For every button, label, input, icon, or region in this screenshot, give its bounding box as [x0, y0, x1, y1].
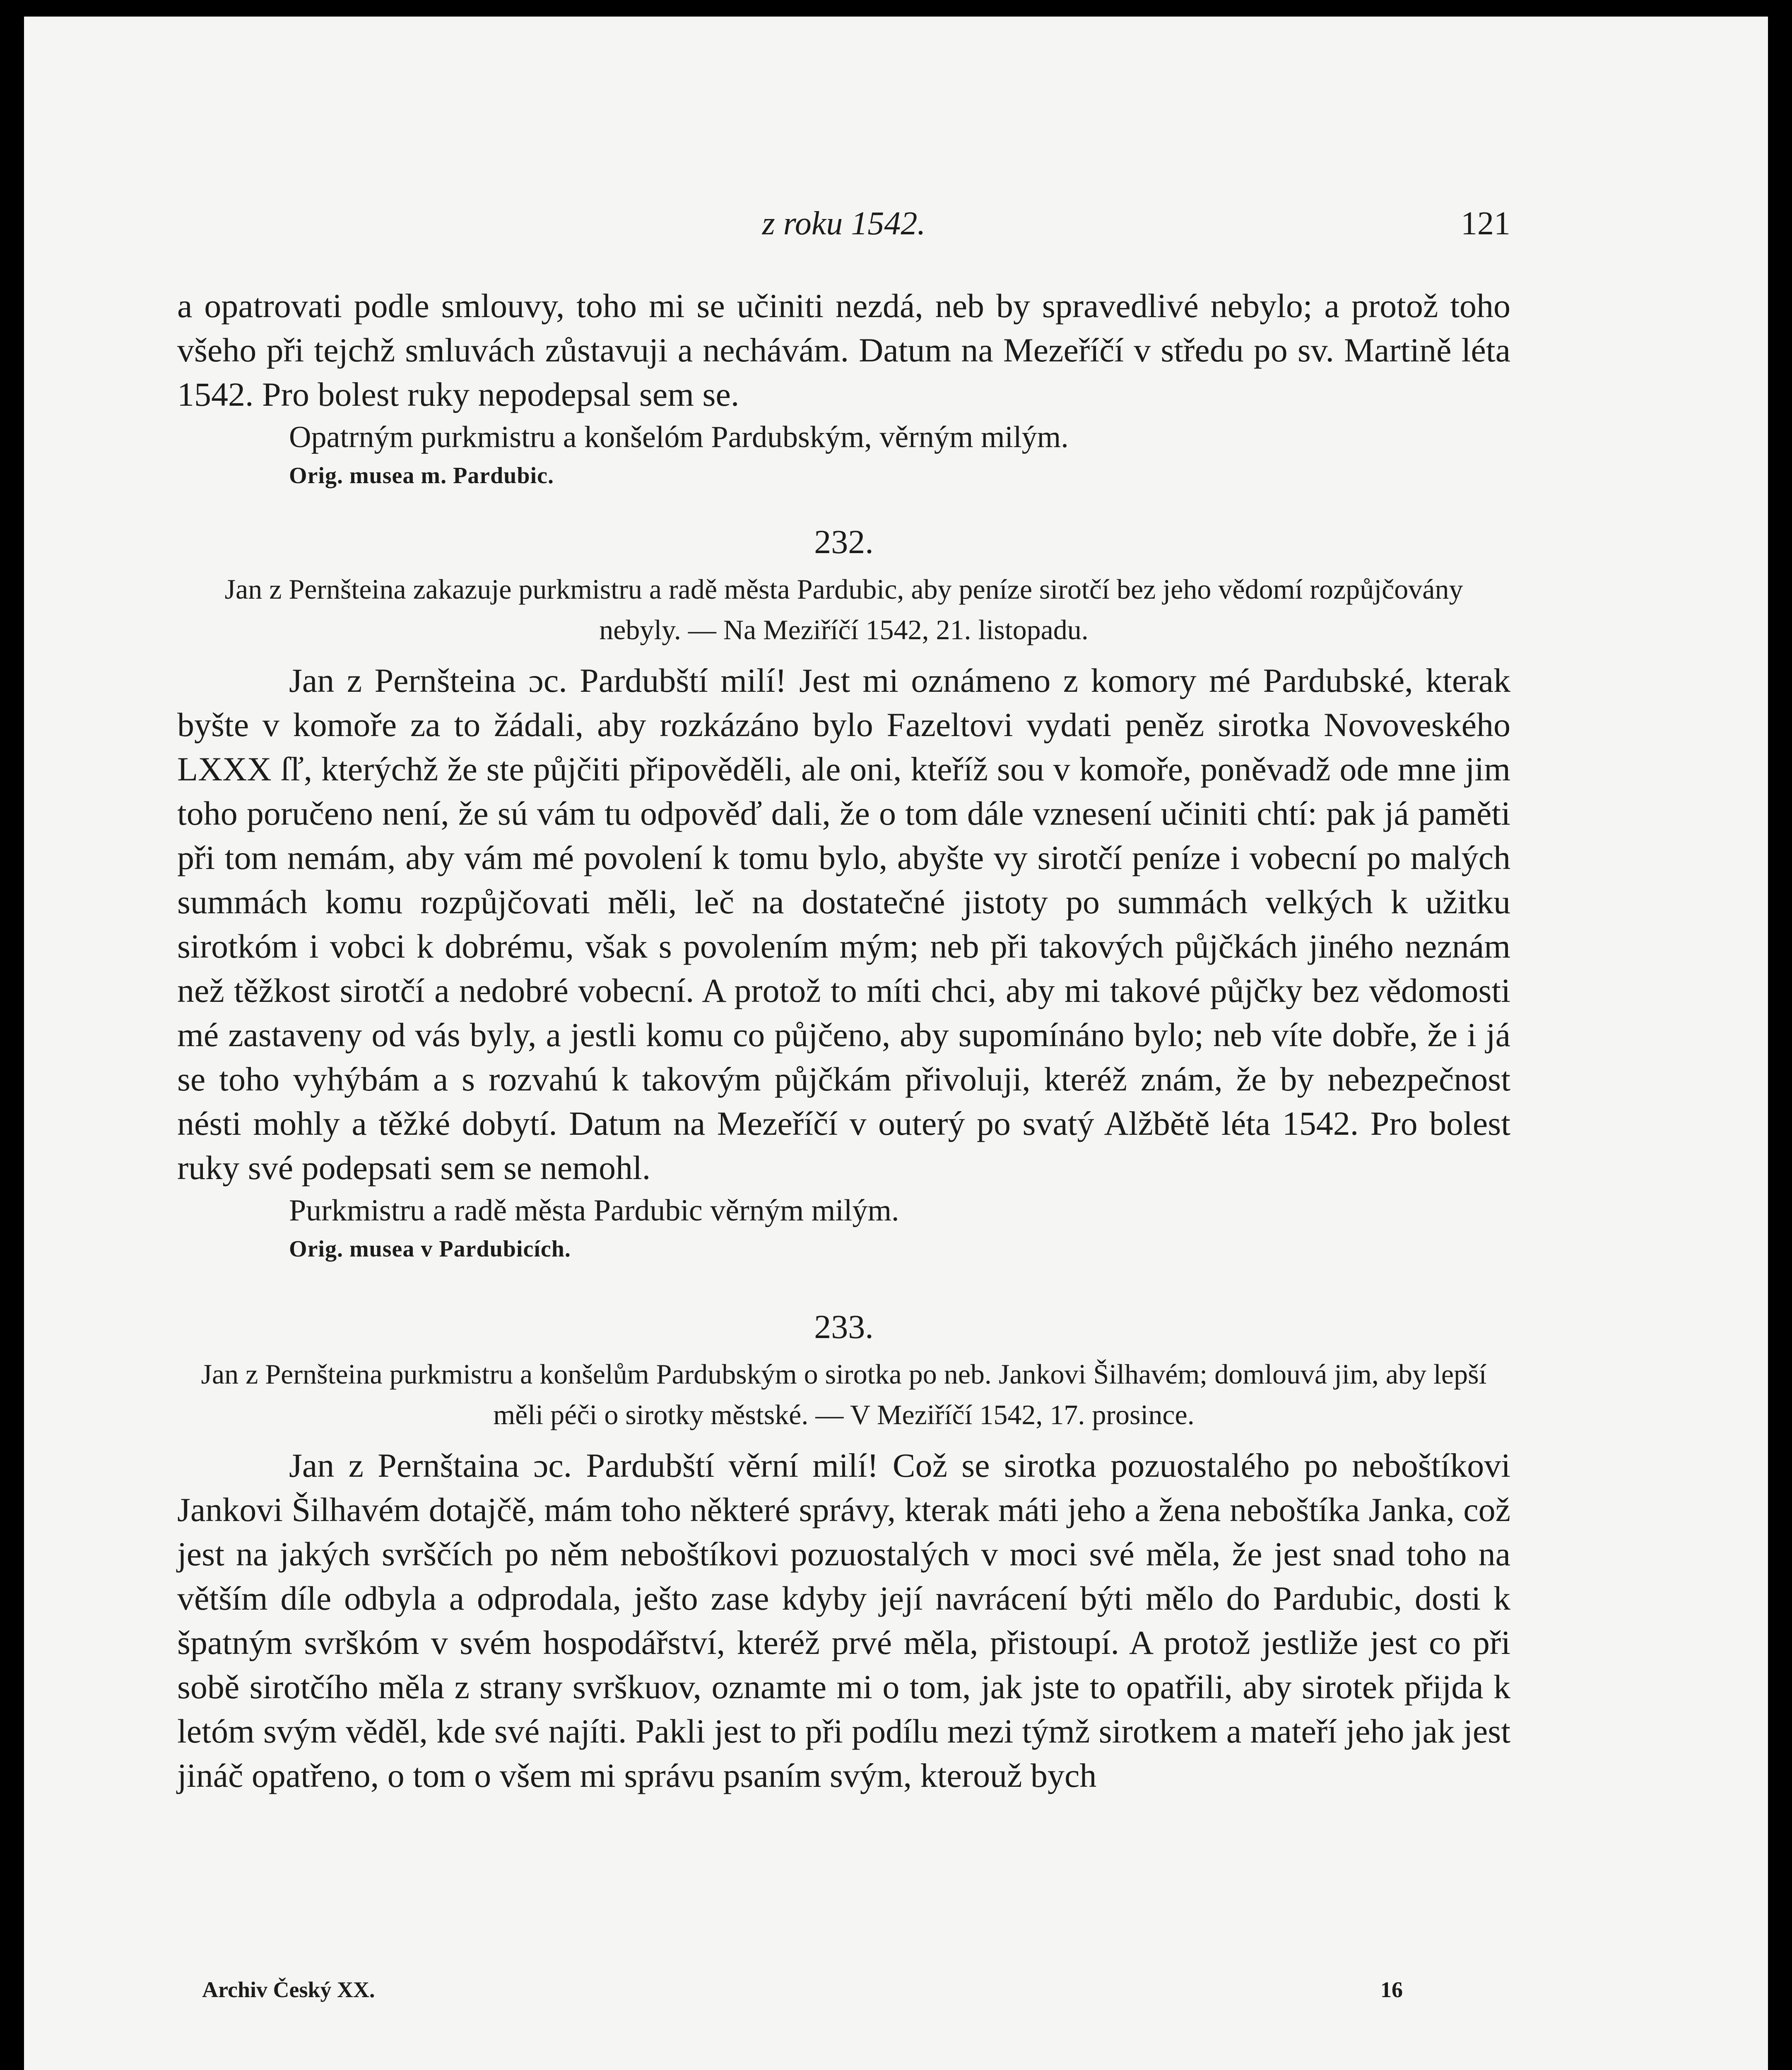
document-number-232: 232. — [814, 523, 874, 561]
continuation-text: a opatrovati podle smlouvy, toho mi se učiniti nezdá, neb by spravedlivé nebylo; a protož toho všeho při tejchž smluvách zůstavuji a nechávám. Datum na Mezeříčí v středu po sv. Martině léta 1542. Pro bolest ruky nepodepsal sem se. — [177, 287, 1510, 413]
document-source-232: Orig. musea v Pardubicích. — [289, 1236, 571, 1262]
document-regest-233: Jan z Pernšteina purkmistru a konšelům Pardubským o sirotka po neb. Jankovi Šilhavém; domlouvá jim, aby lepší měli péči o sirotky městské. — V Meziříčí 1542, 17. prosince. — [201, 1358, 1487, 1430]
running-title: z roku 1542. — [762, 205, 926, 242]
document-address-232: Purkmistru a radě města Pardubic věrným milým. — [289, 1194, 899, 1228]
document-text-233: Jan z Pernštaina ɔc. Pardubští věrní milí! Což se sirotka pozuostalého po neboštíkovi Jankovi Šilhavém dotajčě, mám toho některé správy, kterak máti jeho a žena neboštíka Janka, což jest na jakých svrščích po něm neboštíkovi pozuostalých v moci své měla, že jest snad toho na větším díle odbyla a odprodala, ješto zase kdyby její navrácení býti mělo do Pardubic, dosti k špatným svrškóm v svém hospodářství, kteréž prvé měla, přistoupí. A protož jestliže jest co při sobě sirotčího měla z strany svrškuov, oznamte mi o tom, jak jste to opatřili, aby sirotek přijda k letóm svým věděl, kde své najíti. Pakli jest to při podílu mezi týmž sirotkem a mateří jeho jak jest jináč opatřeno, o tom o všem mi správu psaním svým, kterouž bych — [177, 1447, 1510, 1794]
book-page — [24, 17, 1768, 2070]
continuation-address: Opatrným purkmistru a konšelóm Pardubským, věrným milým. — [289, 420, 1069, 454]
document-regest-232: Jan z Pernšteina zakazuje purkmistru a radě města Pardubic, aby peníze sirotčí bez jeho vědomí rozpůjčovány nebyly. — Na Meziříčí 1542, 21. listopadu. — [224, 573, 1463, 645]
page-number: 121 — [1461, 205, 1510, 242]
sheet-number: 16 — [1380, 1977, 1403, 2002]
page-footer — [202, 1977, 1403, 2010]
document-number-233: 233. — [814, 1308, 874, 1346]
page-header — [177, 205, 1510, 255]
signature-mark: Archiv Český XX. — [202, 1977, 375, 2002]
continuation-source: Orig. musea m. Pardubic. — [289, 463, 554, 489]
page-content — [177, 284, 1510, 1798]
document-text-232: Jan z Pernšteina ɔc. Pardubští milí! Jest mi oznámeno z komory mé Pardubské, kterak byšte v komoře za to žádali, aby rozkázáno bylo Fazeltovi vydati peněz sirotka Novoveského LXXX ſľ, kterýchž že ste půjčiti připověděli, ale oni, kteříž sou v komoře, poněvadž ode mne jim toho poručeno není, že sú vám tu odpověď dali, že o tom dále vznesení učiniti chtí: pak já paměti při tom nemám, aby vám mé povolení k tomu bylo, abyšte vy sirotčí peníze i vobecní po malých summách komu rozpůjčovati měli, leč na dostatečné jistoty po summách velkých k užitku sirotkóm i vobci k dobrému, však s povolením mým; neb při takových půjčkách jiného neznám než těžkost sirotčí a nedobré vobecní. A protož to míti chci, aby mi takové půjčky bez vědomosti mé zastaveny od vás byly, a jestli komu co půjčeno, aby supomínáno bylo; neb víte dobře, že i já se toho vyhýbám a s rozvahú k takovým půjčkám přivoluji, kteréž znám, že by nebezpečnost nésti mohly a těžké dobytí. Datum na Mezeříčí v outerý po svatý Alžbětě léta 1542. Pro bolest ruky své podepsati sem se nemohl. — [177, 662, 1510, 1187]
